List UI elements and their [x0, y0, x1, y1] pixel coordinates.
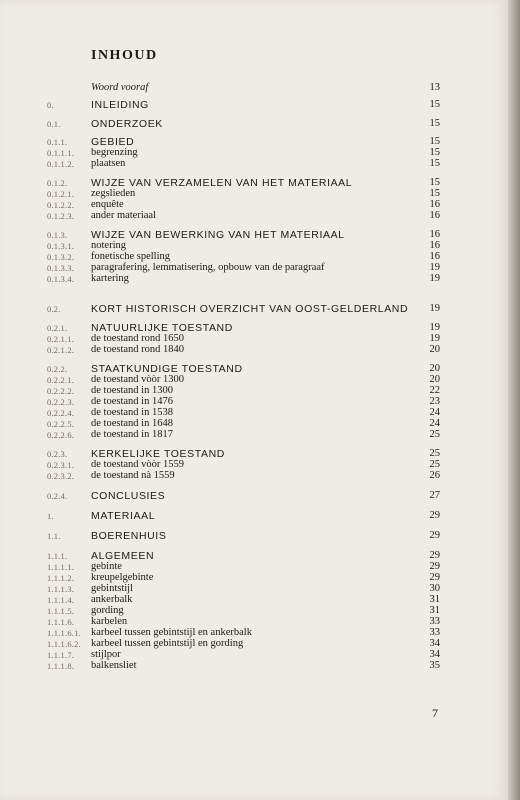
toc-entry-page: 25 [429, 429, 440, 440]
toc-entry [0, 210, 508, 222]
toc-entry-page: 15 [429, 118, 440, 129]
toc-entry-number: 0.1.3.3. [47, 263, 75, 273]
toc-entry-page: 31 [429, 605, 440, 616]
toc-entry-title: CONCLUSIES [91, 490, 166, 502]
toc-entry-number: 1.1.1.7. [47, 650, 75, 660]
toc-entry-title: ankerbalk [91, 594, 133, 605]
toc-entry-title: NATUURLIJKE TOESTAND [91, 322, 233, 334]
toc-entry-number: 0.2.3.1. [47, 460, 75, 470]
toc-entry-title: de toestand in 1300 [91, 385, 173, 396]
toc-entry-number: 1.1.1. [47, 551, 68, 561]
toc-entry-number: 0.1.1.2. [47, 159, 75, 169]
toc-entry-number: 0.2. [47, 304, 61, 314]
toc-entry-title: plaatsen [91, 158, 126, 169]
toc-entry-title: karbeel tussen gebintstijl en ankerbalk [91, 627, 252, 638]
toc-entry-number: 0.1.3. [47, 230, 68, 240]
toc-entry-title: Woord vooraf [91, 82, 149, 93]
toc-entry-page: 19 [429, 333, 440, 344]
toc-entry-number: 0.1.2.1. [47, 189, 75, 199]
toc-entry-page: 15 [429, 188, 440, 199]
toc-entry-title: zegslieden [91, 188, 136, 199]
toc-entry-title: kreupelgebinte [91, 572, 154, 583]
toc-entry-number: 0. [47, 100, 54, 110]
toc-entry-title: MATERIAAL [91, 510, 156, 522]
toc-entry-page: 24 [429, 407, 440, 418]
toc-entry-number: 0.2.2. [47, 364, 68, 374]
toc-entry [0, 344, 508, 356]
toc-entry-number: 0.2.4. [47, 491, 68, 501]
toc-entry-page: 30 [429, 583, 440, 594]
toc-entry-number: 0.2.1. [47, 323, 68, 333]
toc-entry-number: 0.2.1.2. [47, 345, 75, 355]
toc-entry-title: INLEIDING [91, 99, 149, 111]
toc-entry [0, 99, 508, 111]
toc-entry-title: de toestand nà 1559 [91, 470, 175, 481]
toc-entry-number: 0.1.1. [47, 137, 68, 147]
toc-entry [0, 510, 508, 522]
toc-entry-page: 16 [429, 240, 440, 251]
toc-entry-number: 1.1.1.3. [47, 584, 75, 594]
toc-entry-page: 24 [429, 418, 440, 429]
page-number: 7 [432, 706, 438, 720]
toc-entry-page: 19 [429, 303, 440, 314]
toc-entry-page: 19 [429, 322, 440, 333]
toc-entry-title: KERKELIJKE TOESTAND [91, 448, 225, 460]
toc-entry-page: 34 [429, 649, 440, 660]
toc-entry-number: 0.1.3.1. [47, 241, 75, 251]
toc-entry-number: 0.2.3.2. [47, 471, 75, 481]
toc-entry [0, 530, 508, 542]
toc-entry-number: 1.1. [47, 531, 61, 541]
toc-entry-page: 16 [429, 210, 440, 221]
toc-entry-title: kartering [91, 273, 129, 284]
toc-entry-title: de toestand vòòr 1559 [91, 459, 185, 470]
toc-entry-number: 1.1.1.8. [47, 661, 75, 671]
toc-entry-number: 1.1.1.6.1. [47, 628, 81, 638]
toc-entry-title: KORT HISTORISCH OVERZICHT VAN OOST-GELDERLAND [91, 303, 409, 315]
toc-entry-page: 20 [429, 374, 440, 385]
toc-entry-number: 0.2.3. [47, 449, 68, 459]
toc-entry-number: 0.2.2.6. [47, 430, 75, 440]
toc-entry-title: de toestand rond 1650 [91, 333, 185, 344]
toc-entry-page: 15 [429, 158, 440, 169]
toc-entry-page: 29 [429, 530, 440, 541]
toc-entry-title: begrenzing [91, 147, 138, 158]
toc-entry-title: ONDERZOEK [91, 118, 163, 130]
toc-entry-number: 0.1.2.3. [47, 211, 75, 221]
toc-entry [0, 82, 508, 94]
toc-entry-page: 31 [429, 594, 440, 605]
toc-entry [0, 158, 508, 170]
toc-entry-title: fonetische spelling [91, 251, 171, 262]
toc-entry-title: de toestand in 1476 [91, 396, 173, 407]
toc-entry-title: gebinte [91, 561, 122, 572]
toc-entry [0, 118, 508, 130]
toc-entry-title: ALGEMEEN [91, 550, 155, 562]
toc-entry-title: gording [91, 605, 124, 616]
toc-entry-number: 1.1.1.5. [47, 606, 75, 616]
toc-entry-page: 13 [429, 82, 440, 93]
toc-entry-number: 0.1.3.4. [47, 274, 75, 284]
toc-entry-page: 29 [429, 550, 440, 561]
toc-entry-number: 0.2.1.1. [47, 334, 75, 344]
toc-entry-title: karbelen [91, 616, 128, 627]
toc-entry-page: 15 [429, 147, 440, 158]
toc-heading: INHOUD [91, 48, 158, 63]
toc-entry-title: karbeel tussen gebintstijl en gording [91, 638, 244, 649]
toc-entry-page: 25 [429, 459, 440, 470]
toc-entry-page: 19 [429, 262, 440, 273]
toc-entry-title: de toestand vòòr 1300 [91, 374, 185, 385]
toc-entry-page: 33 [429, 627, 440, 638]
toc-entry-page: 29 [429, 572, 440, 583]
toc-entry-number: 1.1.1.6. [47, 617, 75, 627]
toc-entry-title: enquête [91, 199, 124, 210]
toc-entry-number: 1.1.1.6.2. [47, 639, 81, 649]
toc-entry-title: WIJZE VAN BEWERKING VAN HET MATERIAAL [91, 229, 345, 241]
toc-entry-page: 26 [429, 470, 440, 481]
toc-entry-title: stijlpor [91, 649, 121, 660]
toc-entry [0, 470, 508, 482]
toc-entry-title: notering [91, 240, 126, 251]
toc-entry [0, 429, 508, 441]
toc-entry-page: 15 [429, 99, 440, 110]
toc-entry-number: 0.2.2.2. [47, 386, 75, 396]
toc-entry-number: 0.2.2.1. [47, 375, 75, 385]
toc-entry [0, 273, 508, 285]
toc-entry-page: 27 [429, 490, 440, 501]
toc-entry-number: 0.1.1.1. [47, 148, 75, 158]
toc-entry-title: gebintstijl [91, 583, 133, 594]
toc-entry-page: 33 [429, 616, 440, 627]
toc-entry-number: 0.1. [47, 119, 61, 129]
toc-entry-number: 1.1.1.2. [47, 573, 75, 583]
toc-entry-page: 15 [429, 136, 440, 147]
toc-entry-page: 35 [429, 660, 440, 671]
toc-entry-number: 1.1.1.4. [47, 595, 75, 605]
toc-entry-page: 22 [429, 385, 440, 396]
toc-entry-page: 16 [429, 199, 440, 210]
toc-entry-title: balkensliet [91, 660, 137, 671]
toc-entry-number: 0.2.2.5. [47, 419, 75, 429]
toc-entry-page: 34 [429, 638, 440, 649]
toc-entry-page: 23 [429, 396, 440, 407]
toc-entry-title: paragrafering, lemmatisering, opbouw van de paragraaf [91, 262, 325, 273]
toc-entry-page: 20 [429, 344, 440, 355]
toc-entry-page: 16 [429, 229, 440, 240]
toc-entry-title: GEBIED [91, 136, 135, 148]
toc-entry-number: 0.1.2. [47, 178, 68, 188]
toc-entry-page: 15 [429, 177, 440, 188]
toc-entry [0, 303, 508, 315]
toc-entry-title: de toestand rond 1840 [91, 344, 185, 355]
toc-entry-title: de toestand in 1648 [91, 418, 173, 429]
toc-entry-number: 0.2.2.3. [47, 397, 75, 407]
toc-entry-number: 1.1.1.1. [47, 562, 75, 572]
toc-entry-number: 0.1.2.2. [47, 200, 75, 210]
toc-entry-title: de toestand in 1538 [91, 407, 173, 418]
toc-entry-number: 0.1.3.2. [47, 252, 75, 262]
toc-entry-page: 29 [429, 561, 440, 572]
toc-entry-number: 0.2.2.4. [47, 408, 75, 418]
toc-entry-number: 1. [47, 511, 54, 521]
page-edge [508, 0, 520, 800]
toc-entry-page: 29 [429, 510, 440, 521]
toc-entry-title: de toestand in 1817 [91, 429, 173, 440]
toc-entry-title: WIJZE VAN VERZAMELEN VAN HET MATERIAAL [91, 177, 353, 189]
toc-entry-page: 16 [429, 251, 440, 262]
toc-entry-page: 25 [429, 448, 440, 459]
toc-entry-title: BOERENHUIS [91, 530, 167, 542]
toc-entry-page: 19 [429, 273, 440, 284]
toc-entry [0, 660, 508, 672]
toc-entry-title: ander materiaal [91, 210, 156, 221]
toc-entry [0, 490, 508, 502]
toc-entry-title: STAATKUNDIGE TOESTAND [91, 363, 243, 375]
toc-entry-page: 20 [429, 363, 440, 374]
